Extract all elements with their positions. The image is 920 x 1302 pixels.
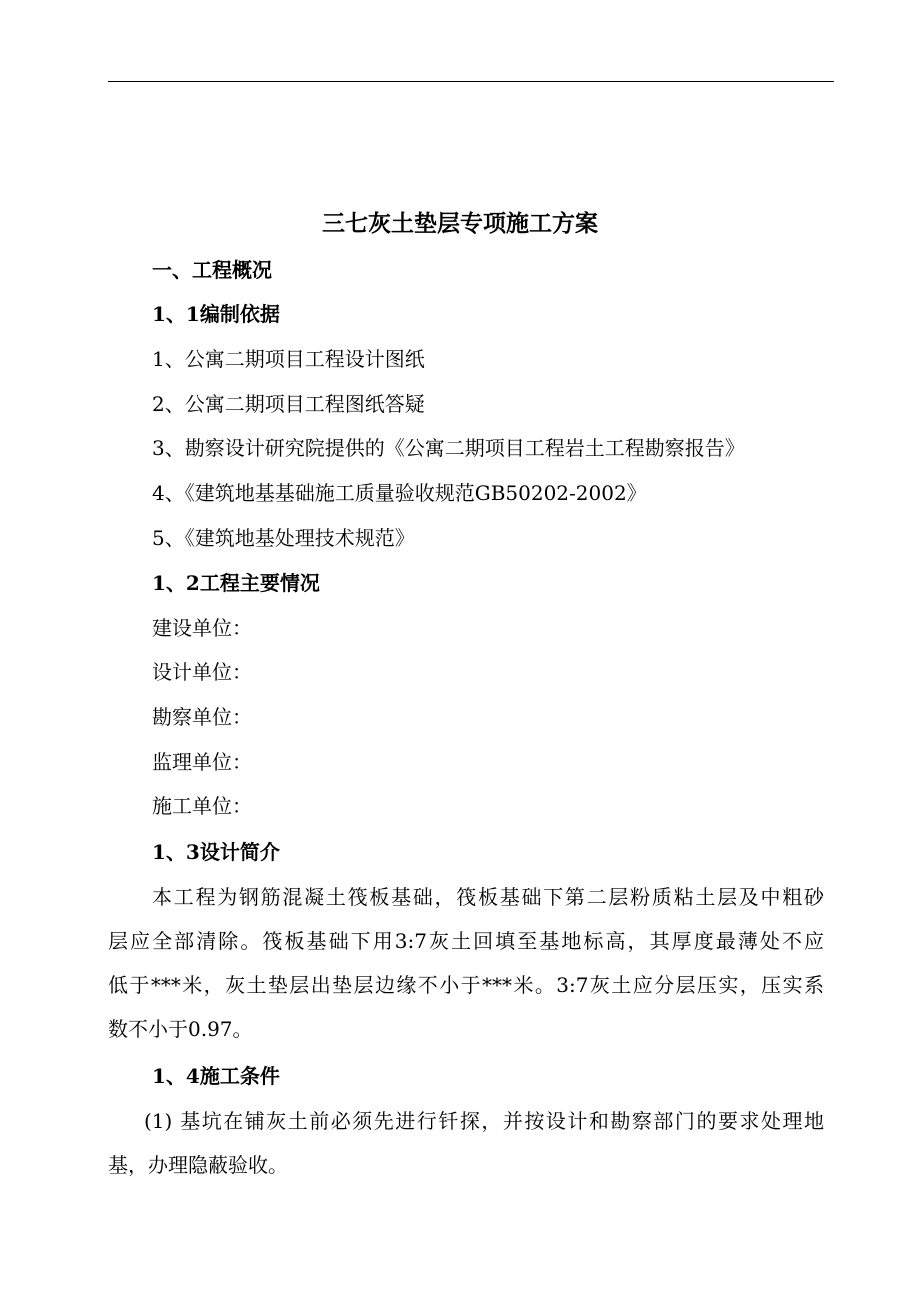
- paragraph-line: 本工程为钢筋混凝土筏板基础，筏板基础下第二层粉质粘土层及中粗砂: [152, 885, 824, 909]
- subsection-heading-design: 1、3设计简介: [152, 840, 280, 864]
- paragraph-line: 低于***米，灰土垫层出垫层边缘不小于***米。3:7灰土应分层压实，压实系: [108, 973, 824, 997]
- paragraph-line: 数不小于0.97。: [108, 1017, 253, 1041]
- design-paragraph: [108, 875, 824, 1051]
- basis-item: 2、公寓二期项目工程图纸答疑: [152, 392, 425, 416]
- conditions-paragraph: [108, 1099, 824, 1187]
- subsection-heading-main-info: 1、2工程主要情况: [152, 571, 320, 595]
- document-title: 三七灰土垫层专项施工方案: [322, 210, 598, 237]
- basis-item: 1、公寓二期项目工程设计图纸: [152, 347, 425, 371]
- unit-label-contractor: 施工单位：: [152, 794, 252, 818]
- unit-label-survey: 勘察单位：: [152, 705, 252, 729]
- paragraph-line: 层应全部清除。筏板基础下用3:7灰土回填至基地标高，其厚度最薄处不应: [108, 929, 824, 953]
- paragraph-line: (1) 基坑在铺灰土前必须先进行钎探，并按设计和勘察部门的要求处理地: [144, 1109, 824, 1133]
- basis-item: 3、勘察设计研究院提供的《公寓二期项目工程岩土工程勘察报告》: [152, 436, 745, 460]
- paragraph-line: 基，办理隐蔽验收。: [108, 1153, 288, 1177]
- unit-label-design: 设计单位：: [152, 660, 252, 684]
- header-rule: [108, 81, 834, 82]
- basis-item: 5、《建筑地基处理技术规范》: [152, 526, 415, 550]
- section-heading-overview: 一、工程概况: [152, 258, 272, 282]
- basis-item: 4、《建筑地基基础施工质量验收规范GB50202-2002》: [152, 481, 647, 505]
- subsection-heading-conditions: 1、4施工条件: [152, 1064, 280, 1088]
- unit-label-supervision: 监理单位：: [152, 750, 252, 774]
- subsection-heading-basis: 1、1编制依据: [152, 302, 280, 326]
- unit-label-construction: 建设单位：: [152, 616, 252, 640]
